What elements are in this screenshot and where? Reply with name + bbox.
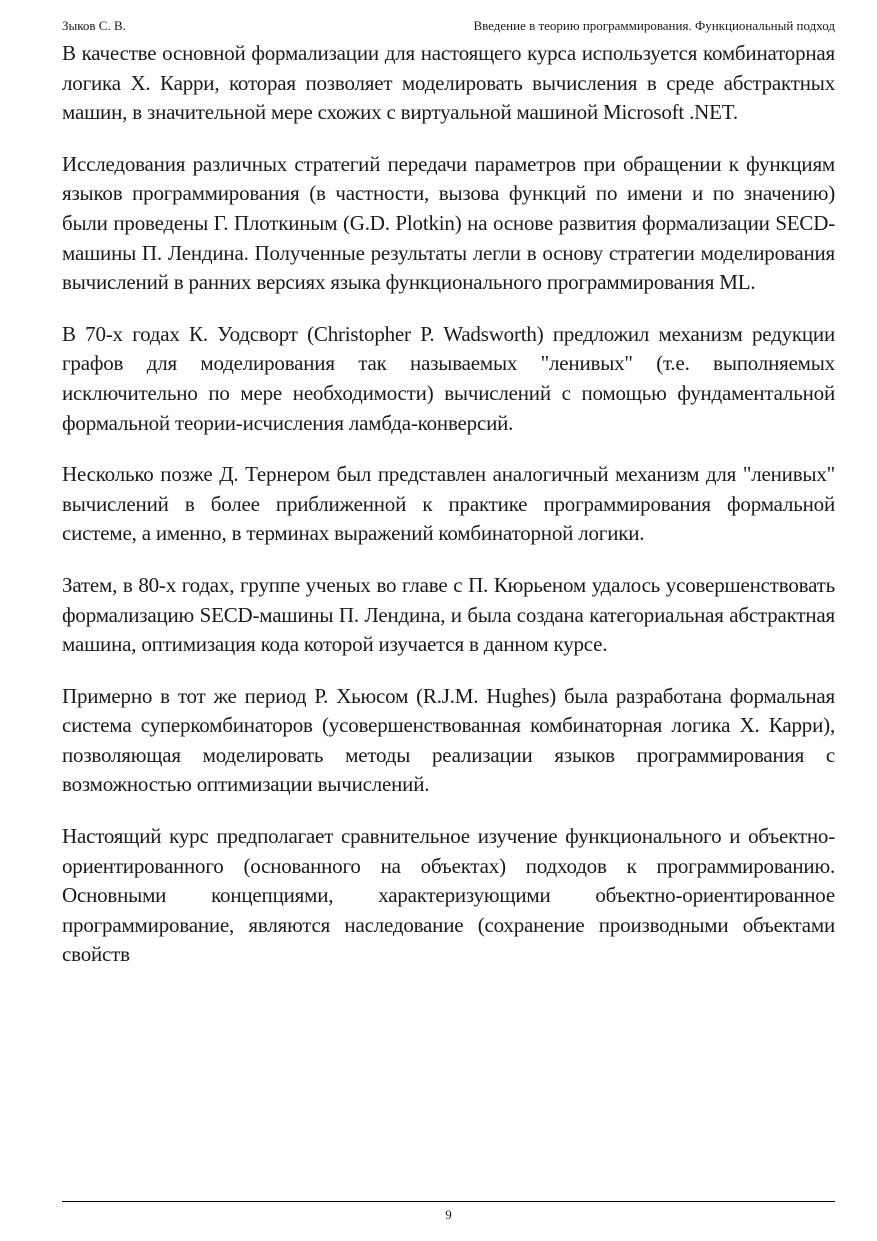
paragraph-6: Примерно в тот же период Р. Хьюсом (R.J.M. Hughes) была разработана формальная система суперкомбинаторов (усовершенствованная комбинаторная логика Х. Карри), позволяющая моделировать методы реализации языков программирования с возможностью оптимизации вычислений. [62, 683, 835, 797]
paragraph-4: Несколько позже Д. Тернером был представлен аналогичный механизм для "ленивых" вычислений в более приближенной к практике программирования формальной системе, а именно, в терминах выражений комбинаторной логики. [62, 462, 835, 546]
paragraph-7: Настоящий курс предполагает сравнительное изучение функционального и объектно-ориентированного (основанного на объектах) подходов к программированию. Основными концепциями, характеризующими объектно-ориентированное программирование, являются наследование (сохранение производными объектами свойств [62, 824, 835, 967]
running-header [62, 17, 835, 35]
paragraph-5: Затем, в 80-х годах, группе ученых во главе с П. Кюрьеном удалось усовершенствовать формализацию SECD-машины П. Лендина, и была создана категориальная абстрактная машина, оптимизация кода которой изучается в данном курсе. [62, 572, 835, 657]
paragraph-2: Исследования различных стратегий передачи параметров при обращении к функциям языков программирования (в частности, вызова функций по имени и по значению) были проведены Г. Плоткиным (G.D. Plotkin) на основе развития формализации SECD-машины П. Лендина. Полученные результаты легли в основу стратегии моделирования вычислений в ранних версиях языка функционального программирования ML. [62, 151, 835, 295]
document-page [62, 0, 835, 1241]
header-title: Введение в теорию программирования. Функциональный подход [473, 18, 835, 33]
header-author: Зыков С. В. [62, 18, 126, 33]
page-number: 9 [445, 1207, 452, 1222]
paragraph-3: В 70-х годах К. Уодсворт (Christopher P. Wadsworth) предложил механизм редукции графов для моделирования так называемых "ленивых" (т.е. выполняемых исключительно по мере необходимости) вычислений с помощью фундаментальной формальной теории-исчисления ламбда-конверсий. [62, 321, 835, 435]
paragraph-1: В качестве основной формализации для настоящего курса используется комбинаторная логика Х. Карри, которая позволяет моделировать вычисления в среде абстрактных машин, в значительной мере схожих с виртуальной машиной Microsoft .NET. [62, 41, 835, 125]
footer-divider [62, 1201, 835, 1202]
body-text [62, 39, 835, 992]
